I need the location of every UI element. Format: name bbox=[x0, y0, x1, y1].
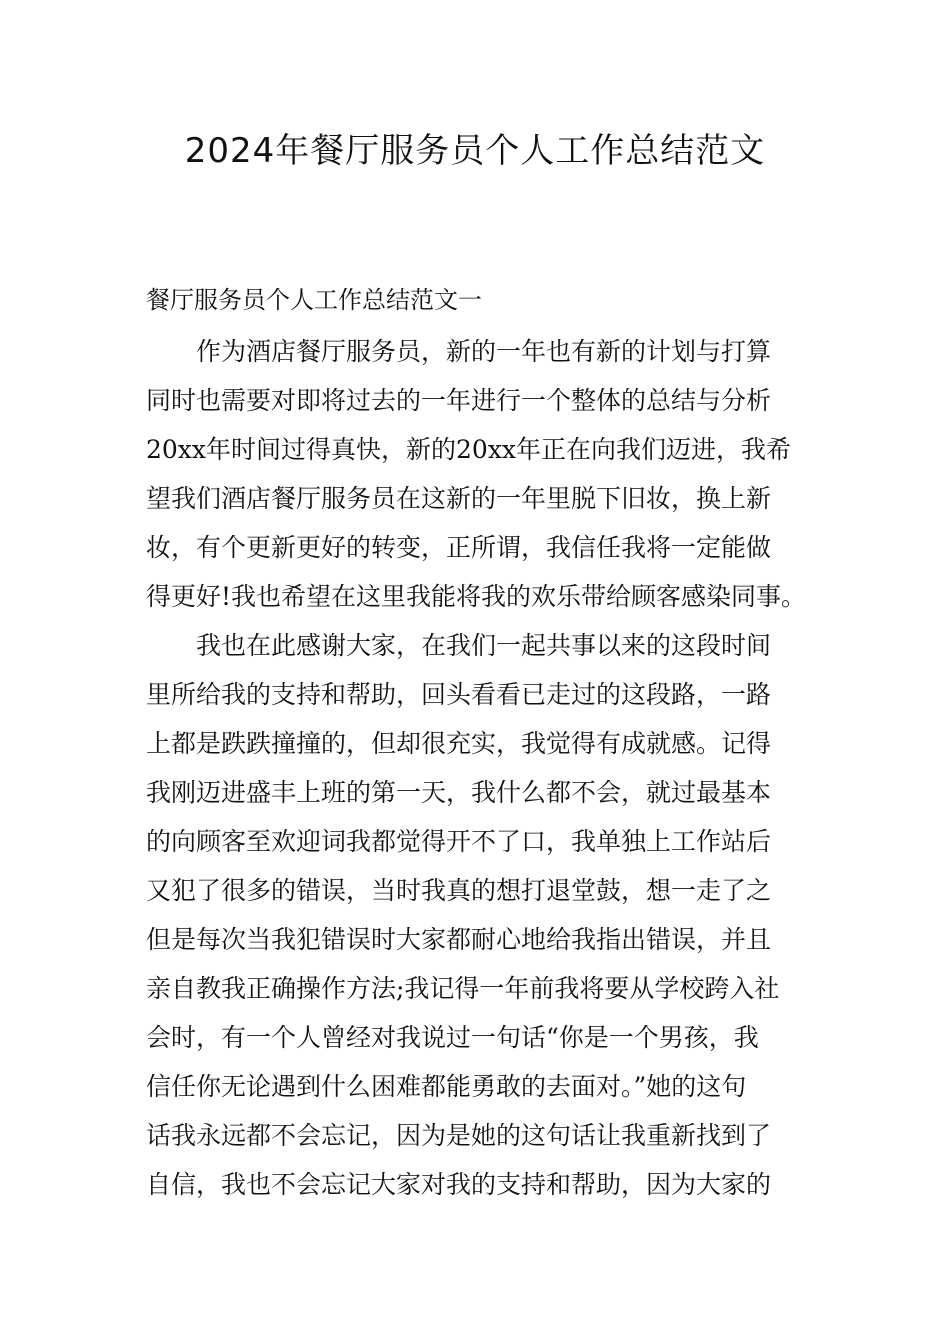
paragraph-line: 话我永远都不会忘记，因为是她的这句话让我重新找到了 bbox=[146, 1121, 772, 1150]
paragraph-line: 我也在此感谢大家，在我们一起共事以来的这段时间 bbox=[196, 631, 772, 660]
paragraph-line: 亲自教我正确操作方法;我记得一年前我将要从学校跨入社 bbox=[146, 974, 780, 1003]
paragraph-line: 又犯了很多的错误，当时我真的想打退堂鼓，想一走了之 bbox=[146, 876, 772, 905]
paragraph-line: 自信，我也不会忘记大家对我的支持和帮助，因为大家的 bbox=[146, 1170, 772, 1199]
section-heading: 餐厅服务员个人工作总结范文一 bbox=[146, 286, 482, 314]
paragraph-line: 但是每次当我犯错误时大家都耐心地给我指出错误，并且 bbox=[146, 925, 772, 954]
paragraph-line: 望我们酒店餐厅服务员在这新的一年里脱下旧妆，换上新 bbox=[146, 484, 772, 513]
paragraph-line: 作为酒店餐厅服务员，新的一年也有新的计划与打算 bbox=[196, 337, 772, 366]
document-title: 2024年餐厅服务员个人工作总结范文 bbox=[184, 131, 766, 171]
paragraph-line: 上都是跌跌撞撞的，但却很充实，我觉得有成就感。记得 bbox=[146, 729, 772, 758]
paragraph-line: 的向顾客至欢迎词我都觉得开不了口，我单独上工作站后 bbox=[146, 827, 772, 856]
paragraph-line: 会时，有一个人曾经对我说过一句话“你是一个男孩，我 bbox=[146, 1023, 759, 1052]
paragraph-line: 妆，有个更新更好的转变，正所谓，我信任我将一定能做 bbox=[146, 533, 772, 562]
paragraph-line: 同时也需要对即将过去的一年进行一个整体的总结与分析 bbox=[146, 386, 772, 415]
paragraph-line: 20xx年时间过得真快，新的20xx年正在向我们迈进，我希 bbox=[146, 435, 792, 464]
paragraph-line: 信任你无论遇到什么困难都能勇敢的去面对。”她的这句 bbox=[146, 1072, 747, 1101]
paragraph-line: 得更好!我也希望在这里我能将我的欢乐带给顾客感染同事。 bbox=[146, 582, 807, 611]
paragraph-line: 我刚迈进盛丰上班的第一天，我什么都不会，就过最基本 bbox=[146, 778, 772, 807]
paragraph-line: 里所给我的支持和帮助，回头看看已走过的这段路，一路 bbox=[146, 680, 772, 709]
